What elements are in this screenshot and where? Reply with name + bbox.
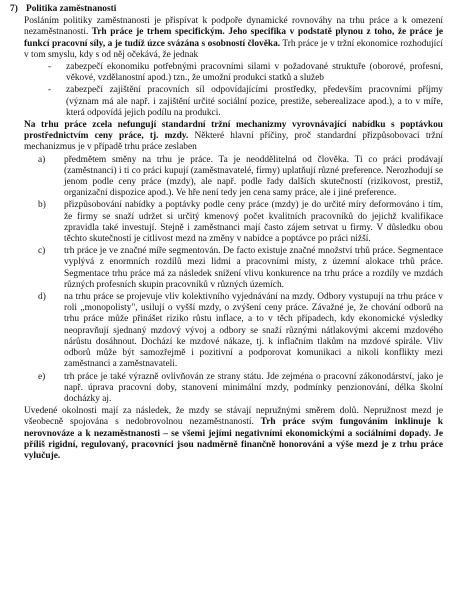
mechanism-paragraph xyxy=(24,120,443,154)
intro-continuation: Trh práce je v tržní ekonomice rozhodující v tom smyslu, kdy s od něj očekává, že jednak xyxy=(24,38,443,60)
item-marker: e) xyxy=(38,371,46,382)
lettered-item xyxy=(38,372,443,406)
closing-paragraph xyxy=(24,406,443,462)
dash-item-text: zabezpečí ekonomiku potřebnými pracovními silami v požadované struktuře (oborové, profesní, věkové, vzdělanostní apod.) tzn., že umožní produkci statků a služeb xyxy=(66,62,443,84)
intro-bold-text: Trh práce je trhem specifickým. Jeho specifika v podstatě plynou z toho, že práce je funkcí pracovní síly, a je tudíž úzce svázána s osobností člověka. xyxy=(24,27,443,49)
item-text: na trhu práce se projevuje vliv kolektivního vyjednávání na mzdy. Odbory vystupují na trhu práce v roli „monopolisty", usilují o vyšší mzdy, o zvýšení ceny práce. Závažné je, že chování odborů na trhu práce může přinášet riziko růstu inflace, a to v těch případech, kdy ekonomické výsledky neopravňují sjednaný mzdový vývoj a odbory se snaží různými nátlakovými akcemi mzdového nárůstu dosáhnout. Dochází ke mzdové nákaze, tj. k inflačním tlakům na mzdové spirále. Vliv odborů může být samozřejmě i pozitivní a podporovat komunikaci a nikoli konflikty mezi zaměstnanci a zaměstnavateli. xyxy=(64,292,443,370)
mechanism-bold-text: Na trhu práce zcela nefungují standardní tržní mechanizmy vyrovnávající nabídku s poptávkou prostřednictvím ceny práce, tj. mzdy. xyxy=(24,120,443,142)
item-text: trh práce je ve značné míře segmentován. De facto existuje značné množství trhů práce. Segmentace vyplývá z enormních rozdílů mezi lidmi a pracovními místy, z územní alokace trhů práce. Segmentace trhu práce má za následek snížení vlivu konkurence na trhu práce a rozdíly ve mzdách různých profesních skupin pracovníků v různých územích. xyxy=(64,246,443,290)
item-marker: d) xyxy=(38,292,46,303)
item-marker: a) xyxy=(38,154,46,165)
section-number: 7) xyxy=(10,4,18,14)
dash-marker: - xyxy=(48,62,52,73)
mechanism-text: Některé hlavní příčiny, proč standardní přizpůsobovací tržní mechanizmus je v případě trhu práce zeslaben xyxy=(24,131,443,153)
item-marker: c) xyxy=(38,246,46,257)
lettered-item xyxy=(38,155,443,200)
intro-text: Posláním politiky zaměstnanosti je přispívat k podpoře dynamické rovnováhy na trhu práce a k omezení nezaměstnanosti. xyxy=(24,16,443,38)
dash-item xyxy=(48,85,443,119)
closing-text: Uvedené okolnosti mají za následek, že mzdy se stávají nepružnými směrem dolů. Nepružnost mezd je všeobecně spojována s nedobrovolnou nezaměstnaností. xyxy=(24,406,443,428)
intro-paragraph xyxy=(24,16,443,61)
dash-item xyxy=(48,62,443,84)
lettered-item xyxy=(38,200,443,245)
section-heading xyxy=(10,4,443,15)
dash-marker: - xyxy=(48,85,52,96)
item-text: přizpůsobování nabídky a poptávky podle ceny práce (mzdy) je do určité míry deformováno i tím, že firmy se snaží udržet si určitý kmenový počet kvalitních pracovníků do jejichž kvalifikace zpravidla také investují. Stejně i zaměstnanci mají často zájem setrvat u firmy. V důsledku obou těchto skutečností je citlivost mezd na změny v nabídce a poptávce po práci nižší. xyxy=(64,200,443,245)
item-marker: b) xyxy=(38,200,46,211)
closing-bold-text: Trh práce svým fungováním inklinuje k nerovnováze a k nezaměstnanosti – se všemi jejími negativními ekonomickými a sociálními dopady. Je příliš rigidní, regulovaný, pracovníci jsou nadměrně finančně honorováni a výše mezd je z trhu práce vylučuje. xyxy=(24,417,443,461)
item-text: předmětem směny na trhu je práce. Ta je neoddělitelná od člověka. Ti co práci prodávají (zaměstnanci) i ti co práci kupují (zaměstnavatelé, firmy) uplatňují různé preference. Nerozhodují se jenom podle ceny práce (mzdy), ale např. podle řady dalších skutečností (rizikovost, prestiž, organizační dispozice apod.). Ve hře není tedy jen cena samy práce, ale i jiné preference. xyxy=(64,154,443,199)
dash-item-text: zabezpečí zajištění pracovních síl odpovídajícími prostředky, především pracovními příjmy (význam má ale např. i zajištění určité sociální pozice, prestiže, seberealizace apod.), a to v míře, která odpovídá jejich podílu na produkci. xyxy=(66,85,443,118)
lettered-item xyxy=(38,292,443,370)
item-text: trh práce je také výrazně ovlivňován ze strany státu. Jde zejména o pracovní zákonodárství, jako je např. úprava pracovní doby, stanovení minimální mzdy, podmínky penzionování, délka školní docházky aj. xyxy=(64,371,443,404)
section-title: Politika zaměstnanosti xyxy=(26,4,117,14)
lettered-item xyxy=(38,246,443,291)
